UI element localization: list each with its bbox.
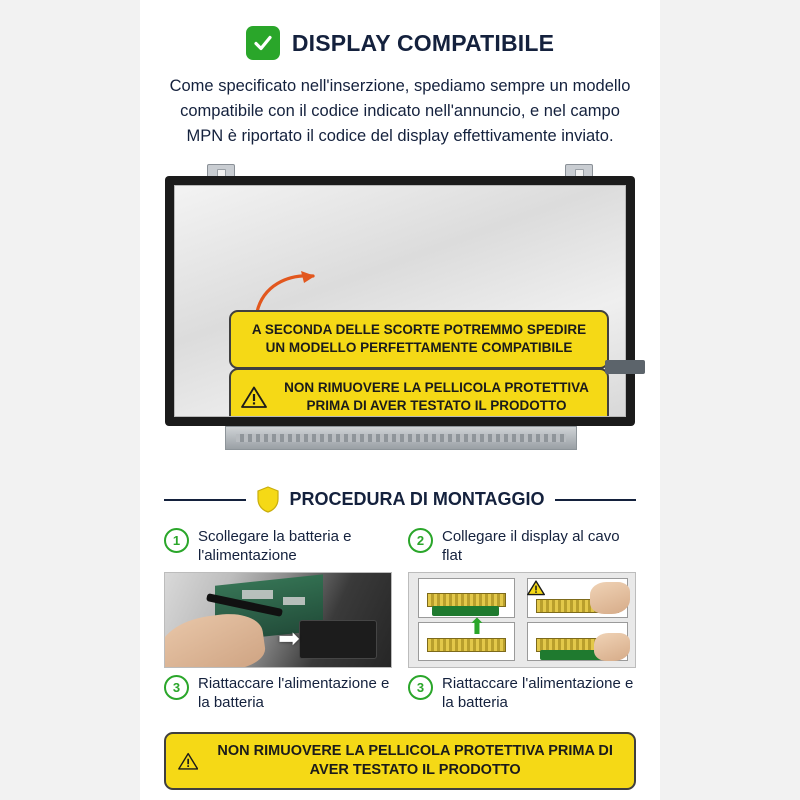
right-margin-band [660, 0, 800, 800]
step-number: 1 [164, 528, 189, 553]
warning-triangle-icon [178, 748, 198, 775]
laptop-battery-disconnect-photo [164, 572, 392, 668]
check-icon [246, 26, 280, 60]
step-text: Riattaccare l'alimentazione e la batteria [442, 674, 634, 711]
step-text: Riattaccare l'alimentazione e la batteria [198, 674, 390, 711]
montaggio-steps [164, 527, 636, 712]
step-3-left [164, 674, 392, 712]
display-flat-cable-photo [408, 572, 636, 668]
arrow-up-icon: ⬆ [467, 613, 487, 639]
step-text: Scollegare la batteria e l'alimentazione [198, 528, 352, 565]
page-title: DISPLAY COMPATIBILE [291, 29, 555, 56]
hand [594, 633, 630, 661]
montaggio-header [140, 486, 660, 513]
lcd-panel-illustration [165, 164, 635, 464]
arrow-right-icon: ➡ [278, 623, 300, 654]
step-3-right [408, 674, 636, 712]
film-warning-callout [229, 368, 609, 417]
panel-bottom-strip [225, 426, 577, 450]
divider-right [555, 499, 637, 501]
step-text: Collegare il display al cavo flat [442, 528, 620, 565]
chip [283, 597, 306, 605]
step-number: 2 [408, 528, 433, 553]
left-margin-band [0, 0, 140, 800]
panel-bezel [165, 176, 635, 426]
connector-strip [427, 638, 506, 652]
step-number: 3 [408, 675, 433, 700]
footer-warning-text: NON RIMUOVERE LA PELLICOLA PROTETTIVA PRIMA DI AVER TESTATO IL PRODOTTO [217, 743, 613, 779]
footer-warning-banner [164, 732, 636, 790]
warning-triangle-icon [241, 386, 267, 409]
panel-connector [605, 360, 645, 374]
chip [242, 590, 274, 599]
curved-arrow-icon [253, 268, 323, 314]
film-warning-text: NON RIMUOVERE LA PELLICOLA PROTETTIVA PRIMA DI AVER TESTATO IL PRODOTTO [284, 380, 589, 414]
header [140, 26, 660, 60]
connector-strip [427, 593, 506, 607]
green-cable [432, 606, 500, 616]
step-number: 3 [164, 675, 189, 700]
step-1 [164, 527, 392, 565]
divider-left [164, 499, 246, 501]
compatibility-callout: A SECONDA DELLE SCORTE POTREMMO SPEDIRE UN MODELLO PERFETTAMENTE COMPATIBILE [229, 310, 609, 368]
montaggio-title: PROCEDURA DI MONTAGGIO [289, 489, 545, 510]
shield-icon [256, 486, 280, 513]
step-2 [408, 527, 636, 565]
battery-region [299, 620, 378, 660]
content-column [140, 0, 660, 800]
warning-triangle-icon [527, 580, 545, 596]
hand [590, 582, 631, 614]
panel-screen [174, 185, 626, 417]
intro-paragraph: Come specificato nell'inserzione, spediamo sempre un modello compatibile con il codice indicato nell'annuncio, e nel campo MPN è riportato il codice del display effettivamente inviato. [169, 77, 631, 145]
